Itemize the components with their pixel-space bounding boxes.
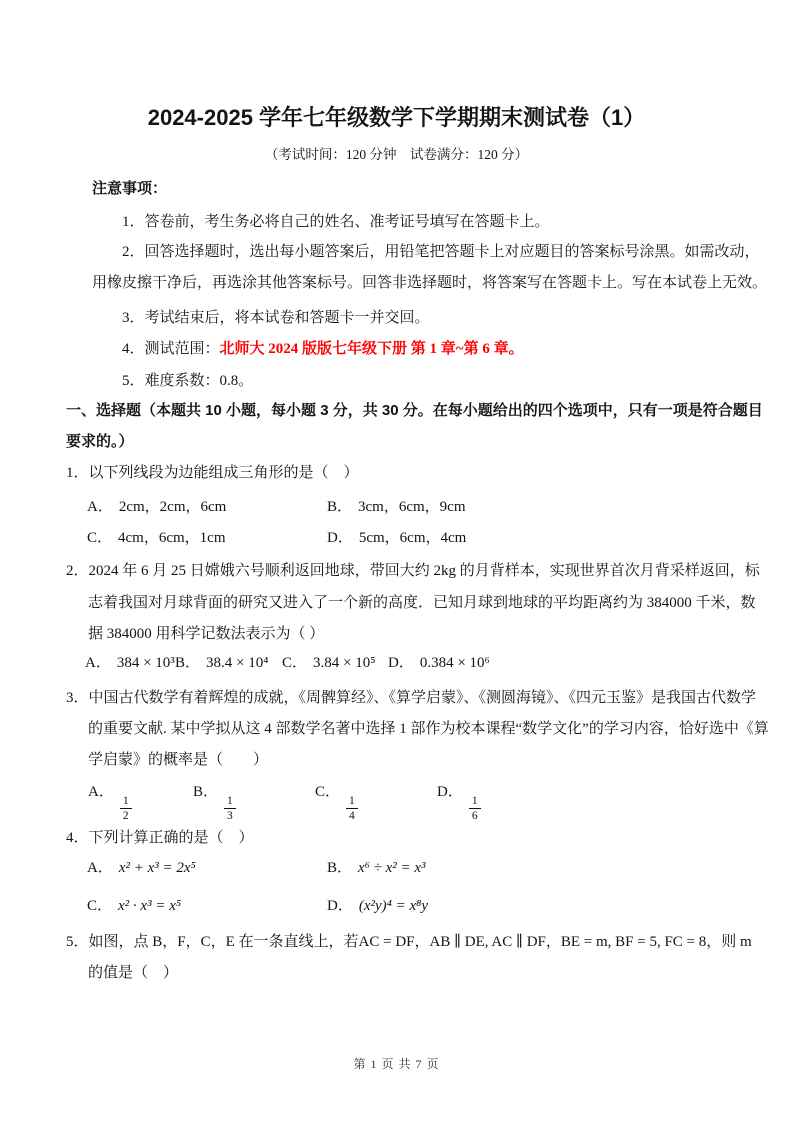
fraction-denominator: 4 bbox=[349, 810, 355, 823]
question-3-stem-line-2: 的重要文献. 某中学拟从这 4 部数学名著中选择 1 部作为校本课程“数学文化”的学习内容，恰好选中《算 bbox=[88, 721, 769, 737]
option-value: x² + x³ = 2x⁵ bbox=[118, 860, 196, 876]
option-label: B． bbox=[327, 860, 353, 876]
question-5-stem-line-1: 5．如图，点 B，F，C，E 在一条直线上，若AC = DF，AB ∥ DE, AC ∥ DF，BE = m, BF = 5, FC = 8，则 m bbox=[66, 934, 752, 950]
test-scope-highlight: 北师大 2024 版版七年级下册 第 1 章~第 6 章。 bbox=[219, 341, 524, 357]
section-1-heading-continued: 要求的。） bbox=[66, 433, 134, 450]
notice-item-2: 2．回答选择题时，选出每小题答案后，用铅笔把答题卡上对应题目的答案标号涂黑。如需改动， bbox=[122, 244, 760, 260]
question-3-option-b bbox=[193, 780, 236, 822]
option-label: A． bbox=[87, 860, 113, 876]
fraction-numerator: 1 bbox=[120, 795, 132, 809]
fraction-denominator: 2 bbox=[122, 810, 129, 823]
option-value: x² · x³ = x⁵ bbox=[118, 898, 182, 914]
option-label: D． bbox=[327, 530, 353, 546]
section-1-heading: 一、选择题（本题共 10 小题，每小题 3 分，共 30 分。在每小题给出的四个选项中，只有一项是符合题目 bbox=[66, 402, 763, 419]
option-value: 3cm，6cm，9cm bbox=[358, 499, 466, 515]
fraction-denominator: 6 bbox=[471, 810, 478, 823]
question-2-option-b bbox=[175, 651, 268, 672]
question-2-stem-line-1: 2．2024 年 6 月 25 日嫦娥六号顺利返回地球，带回大约 2kg 的月背样本，实现世界首次月背采样返回，标 bbox=[66, 563, 760, 579]
option-label: C． bbox=[87, 530, 113, 546]
fraction bbox=[469, 795, 481, 822]
fraction bbox=[120, 795, 132, 822]
question-1-option-d bbox=[327, 526, 466, 547]
question-4-option-c bbox=[87, 894, 181, 915]
question-4-option-d bbox=[327, 894, 428, 915]
option-label: A． bbox=[87, 499, 113, 515]
question-4-stem: 4．下列计算正确的是（ ） bbox=[66, 830, 254, 846]
notice-item-4-prefix: 4．测试范围： bbox=[122, 341, 220, 357]
notice-item-1: 1．答卷前，考生务必将自己的姓名、准考证号填写在答题卡上。 bbox=[122, 214, 550, 230]
question-3-option-a bbox=[88, 780, 132, 822]
notice-item-3: 3．考试结束后，将本试卷和答题卡一并交回。 bbox=[122, 310, 430, 326]
question-3-option-d bbox=[437, 780, 481, 822]
question-2-stem-line-2: 志着我国对月球背面的研究又进入了一个新的高度．已知月球到地球的平均距离约为 384000 千米，数 bbox=[88, 595, 756, 611]
option-label: A． bbox=[88, 784, 114, 800]
option-label: B． bbox=[193, 784, 219, 800]
option-value: 384 × 10³ bbox=[116, 655, 175, 671]
option-label: D． bbox=[437, 784, 463, 800]
option-label: A． bbox=[85, 655, 111, 671]
question-4-option-a bbox=[87, 856, 196, 877]
option-value: 5cm，6cm，4cm bbox=[358, 530, 467, 546]
question-2-option-d bbox=[388, 651, 490, 672]
fraction bbox=[346, 795, 358, 822]
question-4-option-b bbox=[327, 856, 426, 877]
fraction-numerator: 1 bbox=[224, 795, 236, 809]
notice-item-5: 5．难度系数：0.8。 bbox=[122, 373, 254, 389]
option-label: C． bbox=[87, 898, 113, 914]
question-1-stem: 1．以下列线段为边能组成三角形的是（ ） bbox=[66, 465, 359, 481]
question-2-option-c bbox=[282, 651, 375, 672]
fraction-numerator: 1 bbox=[469, 795, 481, 809]
notice-item-2-continued: 用橡皮擦干净后，再选涂其他答案标号。回答非选择题时，将答案写在答题卡上。写在本试卷上无效。 bbox=[92, 275, 768, 291]
option-label: D． bbox=[388, 655, 414, 671]
option-value: 0.384 × 10⁶ bbox=[419, 655, 490, 671]
option-label: B． bbox=[175, 655, 201, 671]
question-1-option-a bbox=[87, 495, 226, 516]
question-1-option-b bbox=[327, 495, 466, 516]
page-footer: 第 1 页 共 7 页 bbox=[353, 1057, 440, 1071]
option-value: 4cm，6cm，1cm bbox=[118, 530, 226, 546]
question-2-option-a bbox=[85, 651, 175, 672]
question-1-option-c bbox=[87, 526, 226, 547]
question-2-stem-line-3: 据 384000 用科学记数法表示为（ ） bbox=[88, 626, 325, 642]
fraction-denominator: 3 bbox=[227, 810, 233, 823]
option-value: x⁶ ÷ x² = x³ bbox=[358, 860, 426, 876]
exam-time-score-info: （考试时间：120 分钟 试卷满分：120 分） bbox=[264, 147, 529, 162]
option-value: 2cm，2cm，6cm bbox=[118, 499, 227, 515]
option-label: C． bbox=[282, 655, 308, 671]
fraction bbox=[224, 795, 236, 822]
page-title: 2024-2025 学年七年级数学下学期期末测试卷（1） bbox=[147, 105, 646, 130]
option-value: 38.4 × 10⁴ bbox=[206, 655, 269, 671]
notice-item-4 bbox=[122, 337, 524, 358]
option-label: D． bbox=[327, 898, 353, 914]
option-value: (x²y)⁴ = x⁸y bbox=[358, 898, 429, 914]
option-label: C． bbox=[315, 784, 341, 800]
question-5-stem-line-2: 的值是（ ） bbox=[88, 965, 179, 981]
question-3-stem-line-1: 3．中国古代数学有着辉煌的成就，《周髀算经》、《算学启蒙》、《测圆海镜》、《四元玉鉴》是我国古代数学 bbox=[66, 690, 757, 706]
notice-heading: 注意事项： bbox=[92, 180, 168, 197]
fraction-numerator: 1 bbox=[346, 795, 358, 809]
option-label: B． bbox=[327, 499, 353, 515]
question-3-option-c bbox=[315, 780, 358, 822]
option-value: 3.84 × 10⁵ bbox=[313, 655, 376, 671]
question-3-stem-line-3: 学启蒙》的概率是（ ） bbox=[88, 752, 269, 768]
